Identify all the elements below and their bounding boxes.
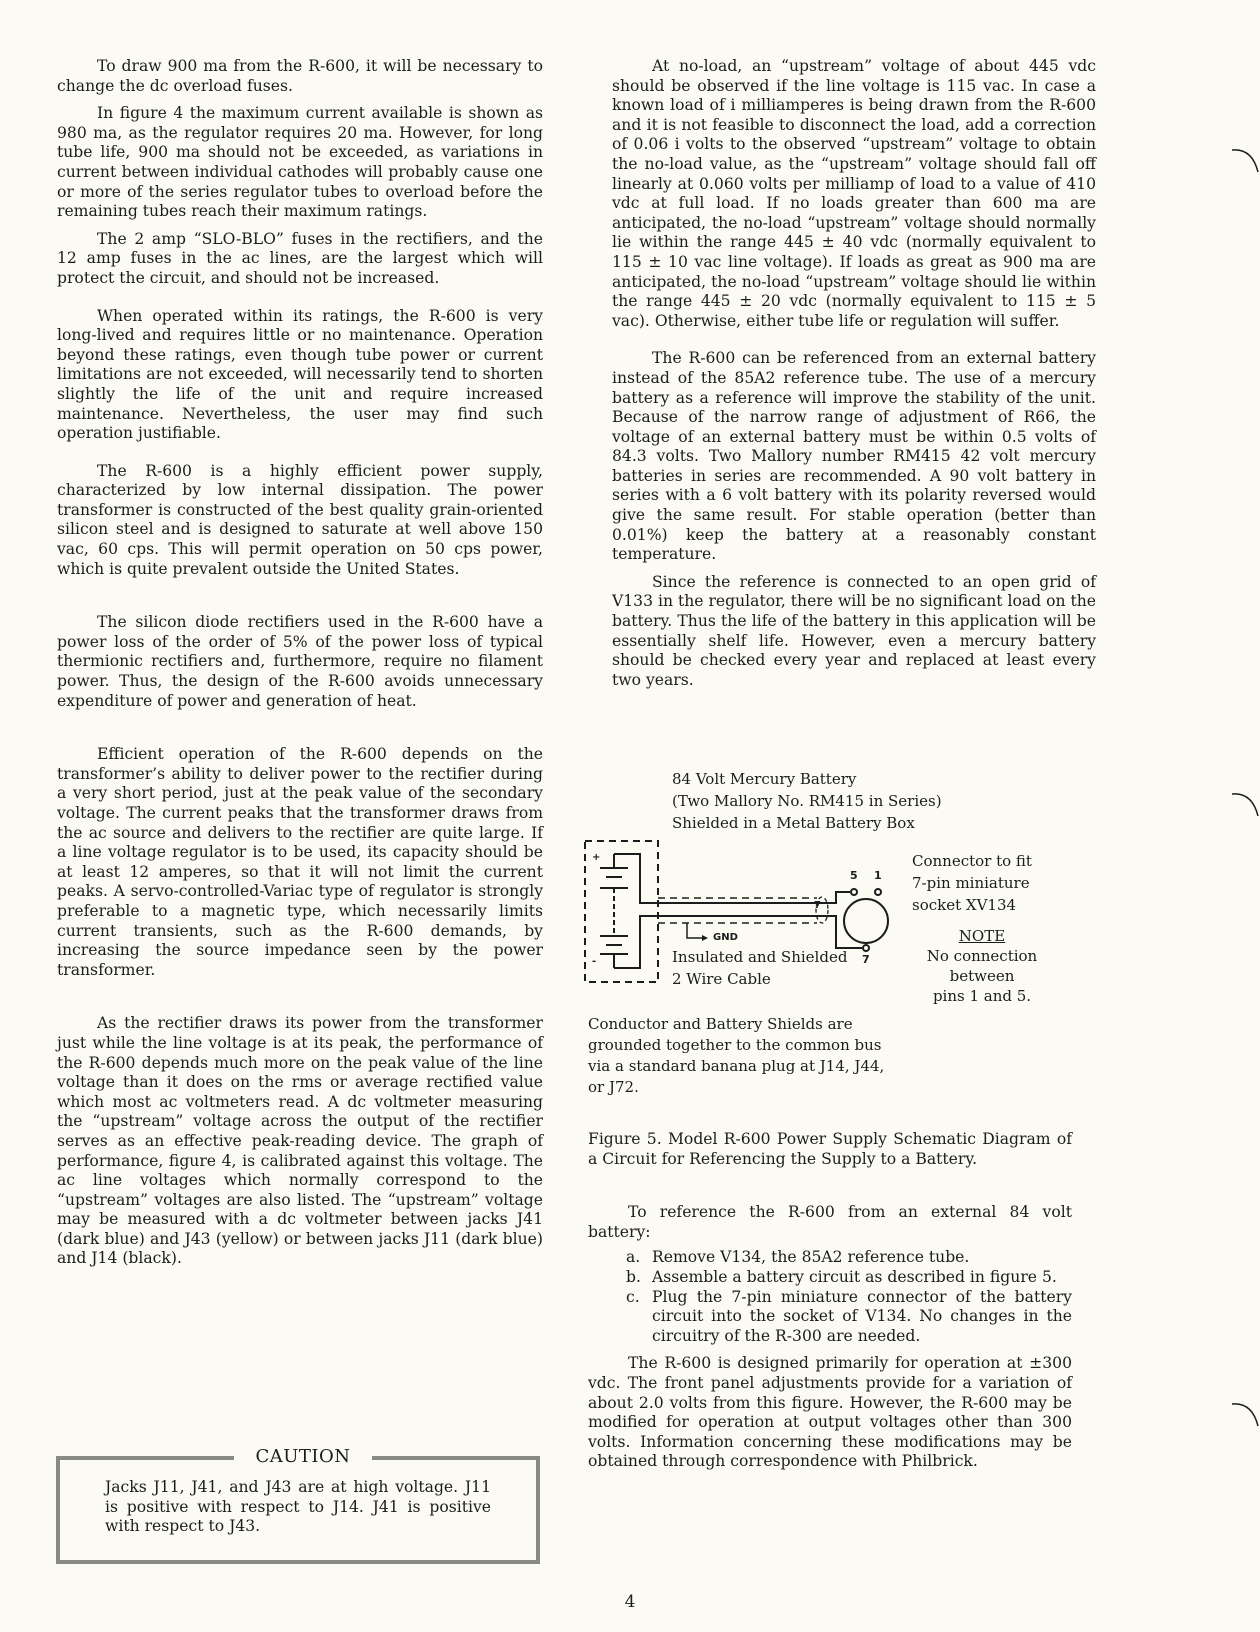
step-text: Assemble a battery circuit as described in figure 5. [652, 1267, 1057, 1286]
cable-label [672, 946, 847, 990]
paragraph-fuse-change: To draw 900 ma from the R-600, it will be necessary to change the dc overload fuses. [57, 57, 543, 95]
note-line: No connection [926, 947, 1038, 965]
gnd-arrow [702, 935, 708, 941]
note-line: pins 1 and 5. [932, 987, 1032, 1005]
caution-border-right [372, 1456, 540, 1460]
cable-label-line: Insulated and Shielded [672, 948, 848, 966]
gnd-label: GND [713, 932, 738, 943]
paragraph-output-voltage: The R-600 is designed primarily for operation at ±300 vdc. The front panel adjustments provide for a variation of about 2.0 volts from this figure. However, the R-600 may be modified for operation at output voltages other than 300 volts. Information concerning these modifications may be obtained through correspondence with Philbrick. [588, 1354, 1072, 1471]
battery-label-line: Shielded in a Metal Battery Box [672, 814, 915, 832]
step-item [626, 1268, 1072, 1288]
positive-lead [614, 854, 832, 903]
paragraph-max-current: In figure 4 the maximum current available is shown as 980 ma, as the regulator requires 20 ma. However, for long tube life, 900 ma should not be exceeded, as variations in current between individual cathodes will probably cause one or more of the series regulator tubes to overload before the remaining tubes reach their maximum ratings. [57, 104, 543, 221]
caution-body [105, 1478, 491, 1537]
gnd-lead [687, 923, 702, 938]
pin-7-label: 7 [862, 953, 870, 966]
paragraph-slo-blo-fuses: The 2 amp “SLO-BLO” fuses in the rectifiers, and the 12 amp fuses in the ac lines, are the largest which will protect the circuit, and should not be increased. [57, 229, 543, 287]
figure-5-caption: Figure 5. Model R-600 Power Supply Schematic Diagram of a Circuit for Referencing the Supply to a Battery. [588, 1130, 1072, 1168]
pin-1 [875, 889, 881, 895]
paragraph-upstream-voltage: As the rectifier draws its power from the transformer just while the line voltage is at its peak, the performance of the R-600 depends much more on the peak value of the line voltage than it does on the rms or average rectified value which most ac voltmeters read. A dc voltmeter measuring the “upstream” voltage across the output of the rectifier serves as an effective peak-reading device. The graph of performance, figure 4, is calibrated against this voltage. The ac line voltages which normally correspond to the “upstream” voltages are also listed. The “upstream” voltage may be measured with a dc voltmeter between jacks J41 (dark blue) and J43 (yellow) or between jacks J11 (dark blue) and J14 (black). [57, 1014, 543, 1268]
note-block [912, 926, 1052, 1006]
battery-label-line: (Two Mallory No. RM415 in Series) [672, 792, 942, 810]
left-column [57, 57, 543, 1269]
pin-5-label: 5 [850, 869, 858, 882]
figure-5-schematic [588, 768, 1092, 1118]
binder-mark-icon [1230, 1400, 1260, 1430]
paragraph-open-grid: Since the reference is connected to an open grid of V133 in the regulator, there will be no significant load on the battery. Thus the life of the battery in this application will be essentially shelf life. However, even a mercury battery should be checked every year and replaced at least every two years. [612, 572, 1096, 689]
pin-7 [863, 945, 869, 951]
paragraph-silicon-diodes: The silicon diode rectifiers used in the R-600 have a power loss of the order of 5% of the power loss of typical thermionic rectifiers and, furthermore, require no filament power. Thus, the design of the R-600 avoids unnecessary expenditure of power and generation of heat. [57, 613, 543, 710]
pin-1-label: 1 [874, 869, 882, 882]
paragraph-transformer: Efficient operation of the R-600 depends on the transformer’s ability to deliver power to the rectifier during a very short period, just at the peak value of the secondary voltage. The current peaks that the transformer draws from the ac source and delivers to the rectifier are quite large. If a line voltage regulator is to be used, its capacity should be at least 12 amperes, so that it will not limit the current peaks. A servo-controlled-Variac type of regulator is strongly preferable to a magnetic type, which necessarily limits current transients, such as the R-600 demands, by increasing the source impedance seen by the power transformer. [57, 745, 543, 979]
caution-text: Jacks J11, J41, and J43 are at high voltage. J11 is positive with respect to J14. J41 is positive with respect to J43. [105, 1478, 491, 1536]
caution-title: CAUTION [255, 1446, 351, 1467]
shield-label-line: Conductor and Battery Shields are [588, 1015, 853, 1033]
polarity-plus: + [592, 852, 601, 863]
page-number: 4 [624, 1592, 636, 1612]
binder-mark-icon [1230, 146, 1260, 176]
right-column [612, 57, 1096, 690]
shield-label-line: grounded together to the common bus [588, 1036, 882, 1054]
note-line: between [949, 967, 1015, 985]
step-item [626, 1288, 1072, 1347]
pin-5 [851, 889, 857, 895]
step-item [626, 1248, 1072, 1268]
paragraph-efficiency: The R-600 is a highly efficient power supply, characterized by low internal dissipation. The power transformer is constructed of the best quality grain-oriented silicon steel and is designed to saturate at well above 150 vac, 60 cps. This will permit operation on 50 cps power, which is quite prevalent outside the United States. [57, 461, 543, 578]
steps-intro: To reference the R-600 from an external 84 volt battery: [588, 1203, 1072, 1241]
connector-label [912, 850, 1032, 916]
cable-label-line: 2 Wire Cable [672, 970, 771, 988]
connector-label-line: socket XV134 [912, 896, 1017, 914]
right-column-lower [588, 1130, 1072, 1472]
note-title: NOTE [958, 927, 1006, 945]
connector-label-line: Connector to fit [912, 852, 1032, 870]
connector-socket [844, 899, 888, 943]
battery-label-line: 84 Volt Mercury Battery [672, 770, 857, 788]
step-text: Plug the 7-pin miniature connector of the battery circuit into the socket of V134. No changes in the circuitry of the R-300 are needed. [652, 1287, 1072, 1345]
step-text: Remove V134, the 85A2 reference tube. [652, 1248, 970, 1267]
binder-mark-icon [1230, 790, 1260, 820]
shield-label-line: via a standard banana plug at J14, J44, [588, 1057, 885, 1075]
step-marker: a. [626, 1248, 641, 1267]
paragraph-ratings: When operated within its ratings, the R-600 is very long-lived and requires little or no maintenance. Operation beyond these ratings, even though tube power or current limitations are not exceeded, will necessarily tend to shorten slightly the life of the unit and require increased maintenance. Nevertheless, the user may find such operation justifiable. [57, 306, 543, 443]
shield-label [588, 1014, 884, 1098]
shield-label-line: or J72. [588, 1078, 639, 1096]
shield-pin-label: 7 [814, 900, 821, 911]
polarity-minus: - [592, 956, 597, 967]
paragraph-no-load: At no-load, an “upstream” voltage of about 445 vdc should be observed if the line voltage is 115 vac. In case a known load of i milliamperes is being drawn from the R-600 and it is not feasible to disconnect the load, add a correction of 0.06 i volts to the observed “upstream” voltage to obtain the no-load value, as the “upstream” voltage should fall off linearly at 0.060 volts per milliamp of load to a value of 410 vdc at full load. If no loads greater than 600 ma are anticipated, the no-load “upstream” voltage should normally lie within the range 445 ± 40 vdc (normally equivalent to 115 ± 10 vac line voltage). If loads as great as 900 ma are anticipated, the no-load “upstream” voltage should lie within the range 445 ± 20 vdc (normally equivalent to 115 ± 5 vac). Otherwise, either tube life or regulation will suffer. [612, 57, 1096, 330]
caution-border-left [56, 1456, 234, 1460]
steps-list [626, 1248, 1072, 1346]
connector-label-line: 7-pin miniature [912, 874, 1030, 892]
step-marker: c. [626, 1287, 640, 1306]
step-marker: b. [626, 1267, 641, 1286]
battery-label [672, 768, 942, 834]
paragraph-battery-reference: The R-600 can be referenced from an external battery instead of the 85A2 reference tube. The use of a mercury battery as a reference will improve the stability of the unit. Because of the narrow range of adjustment of R66, the voltage of an external battery must be within 0.5 volts of 84.3 volts. Two Mallory number RM415 42 volt mercury batteries in series are recommended. A 90 volt battery in series with a 6 volt battery with its polarity reversed would give the same result. For stable operation (better than 0.01%) keep the battery at a reasonably constant temperature. [612, 349, 1096, 564]
connector-wire-pin5 [832, 892, 850, 903]
